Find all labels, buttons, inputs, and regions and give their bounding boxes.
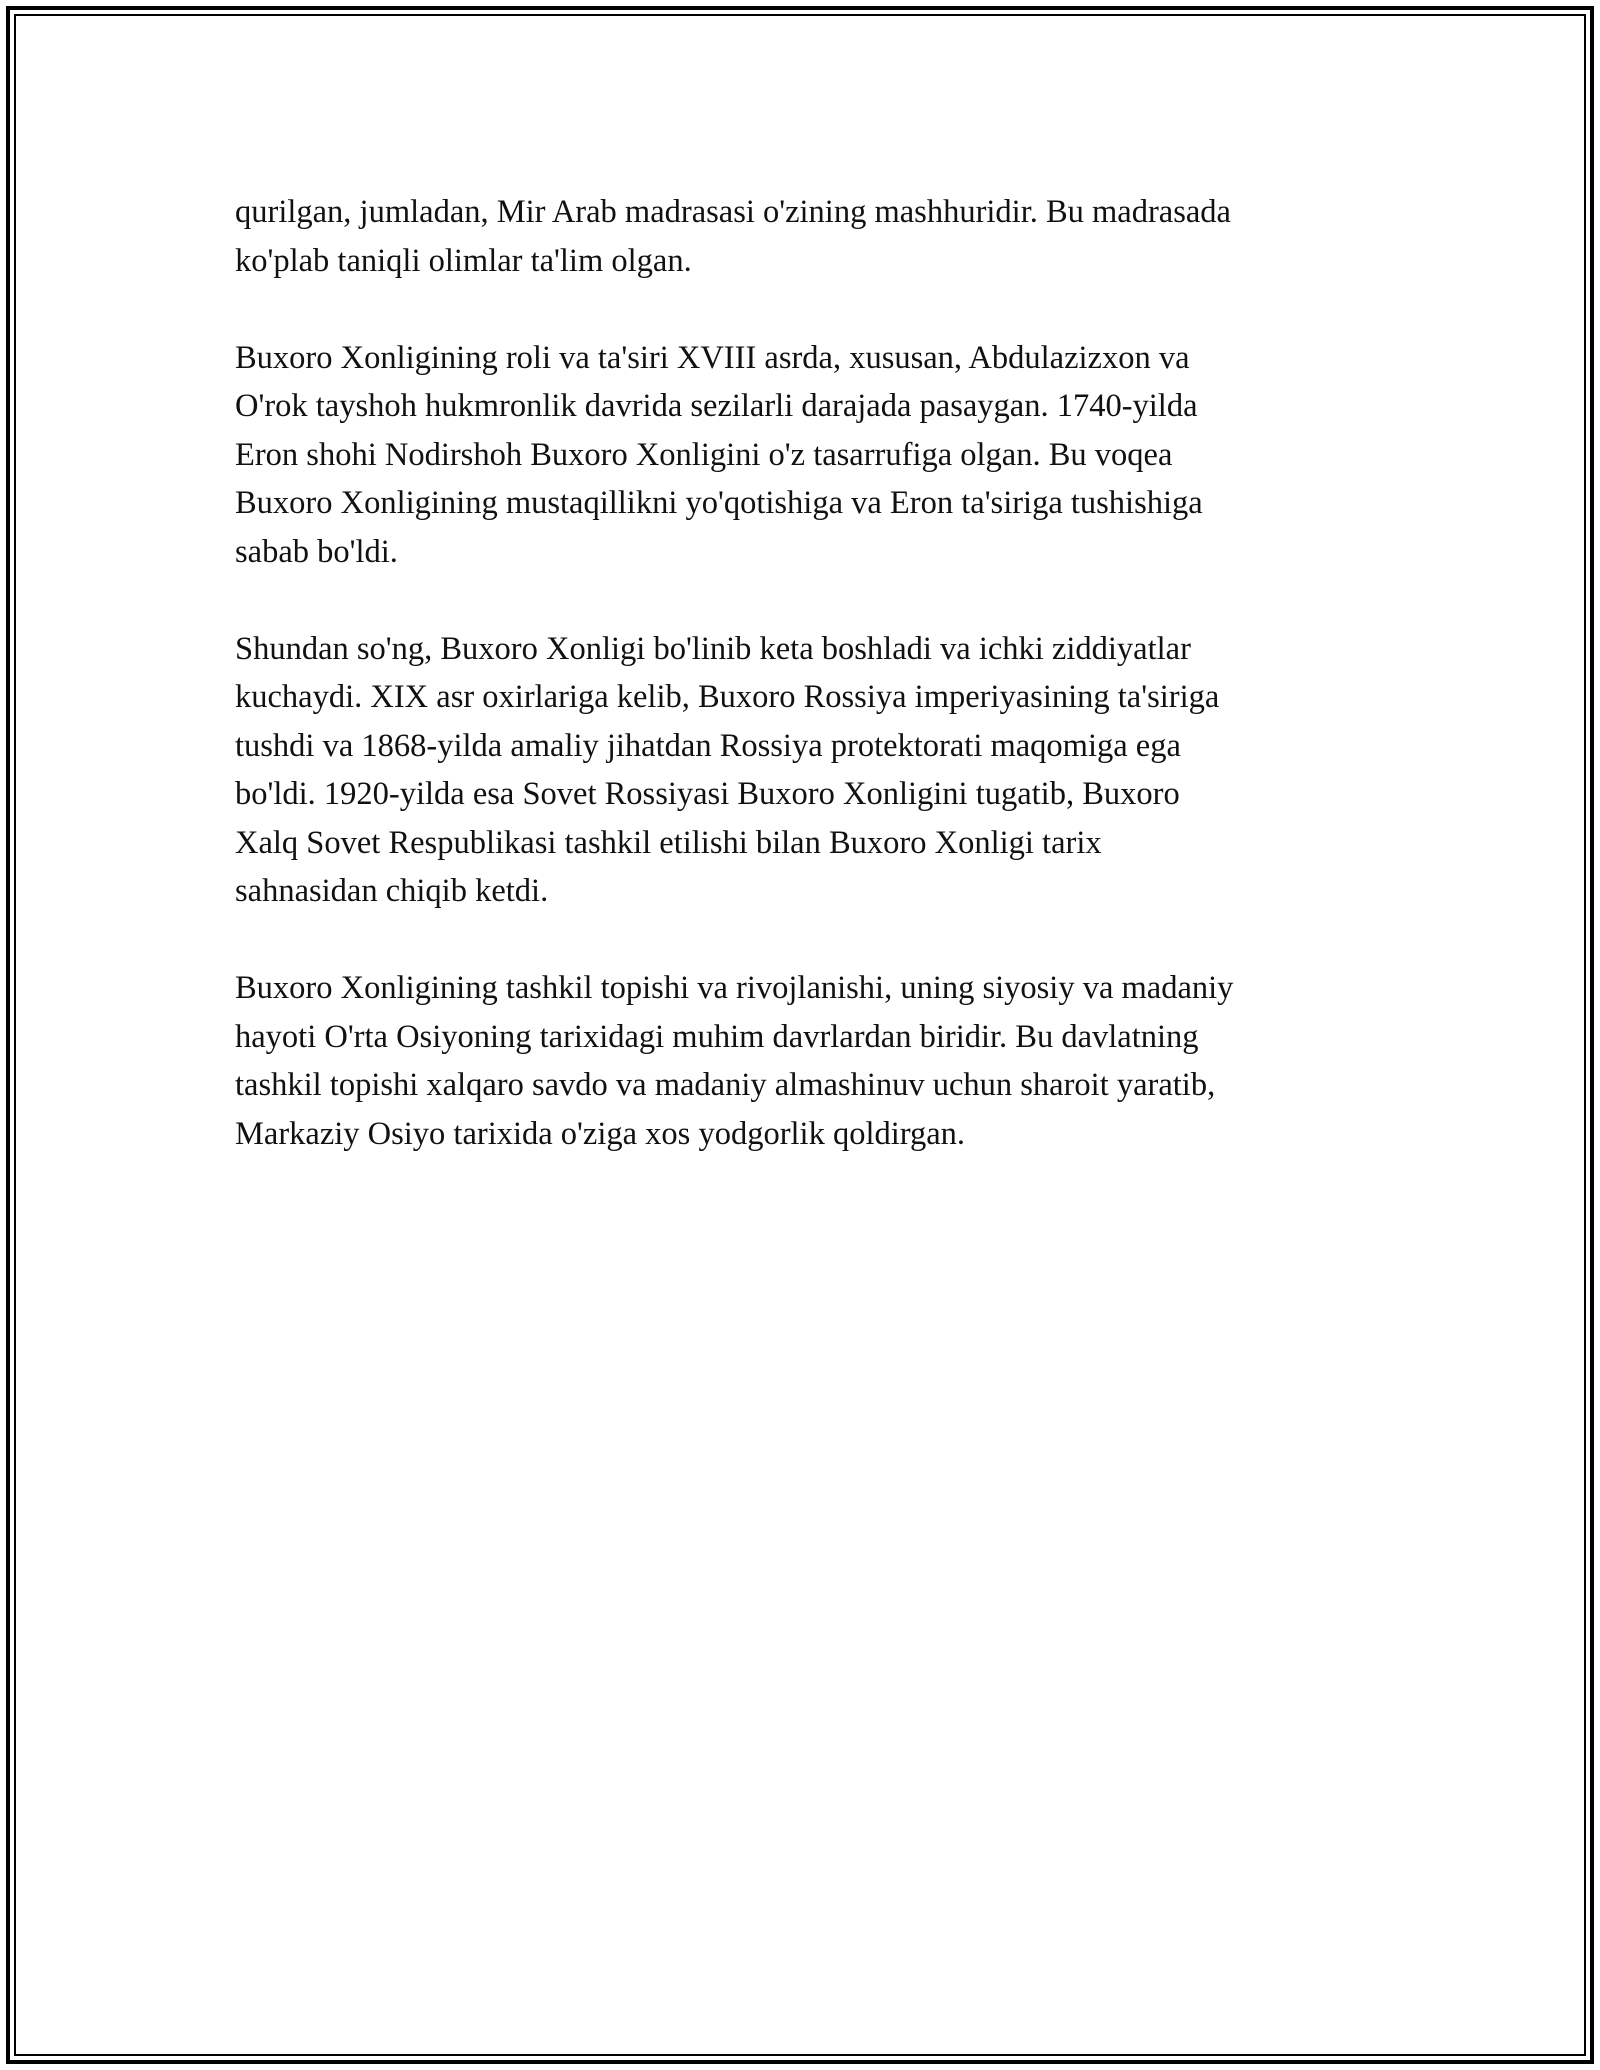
paragraph-russian-protectorate: Shundan so'ng, Buxoro Xonligi bo'linib keta boshladi va ichki ziddiyatlar kuchaydi. XIX asr oxirlariga kelib, Buxoro Rossiya imperiyasining ta'siriga tushdi va 1868-yilda amaliy jihatdan Rossiya protektorati maqomiga ega bo'ldi. 1920-yilda esa Sovet Rossiyasi Buxoro Xonligini tugatib, Buxoro Xalq Sovet Respublikasi tashkil etilishi bilan Buxoro Xonligi tarix sahnasidan chiqib ketdi. [235,630,1220,909]
paragraph-decline-xviii: Buxoro Xonligining roli va ta'siri XVIII asrda, xususan, Abdulazizxon va O'rok tayshoh hukmronlik davrida sezilarli darajada pasaygan. 1740-yilda Eron shohi Nodirshoh Buxoro Xonligini o'z tasarrufiga olgan. Bu voqea Buxoro Xonligining mustaqillikni yo'qotishiga va Eron ta'siriga tushishiga sabab bo'ldi. [235,339,1203,570]
document-body [235,188,1385,1207]
paragraph-conclusion: Buxoro Xonligining tashkil topishi va rivojlanishi, uning siyosiy va madaniy hayoti O'rta Osiyoning tarixidagi muhim davrlardan biridir. Bu davlatning tashkil topishi xalqaro savdo va madaniy almashinuv uchun sharoit yaratib, Markaziy Osiyo tarixida o'ziga xos yodgorlik qoldirgan. [235,970,1234,1152]
paragraph-madrasa: qurilgan, jumladan, Mir Arab madrasasi o'zining mashhuridir. Bu madrasada ko'plab taniqli olimlar ta'lim olgan. [235,194,1231,279]
